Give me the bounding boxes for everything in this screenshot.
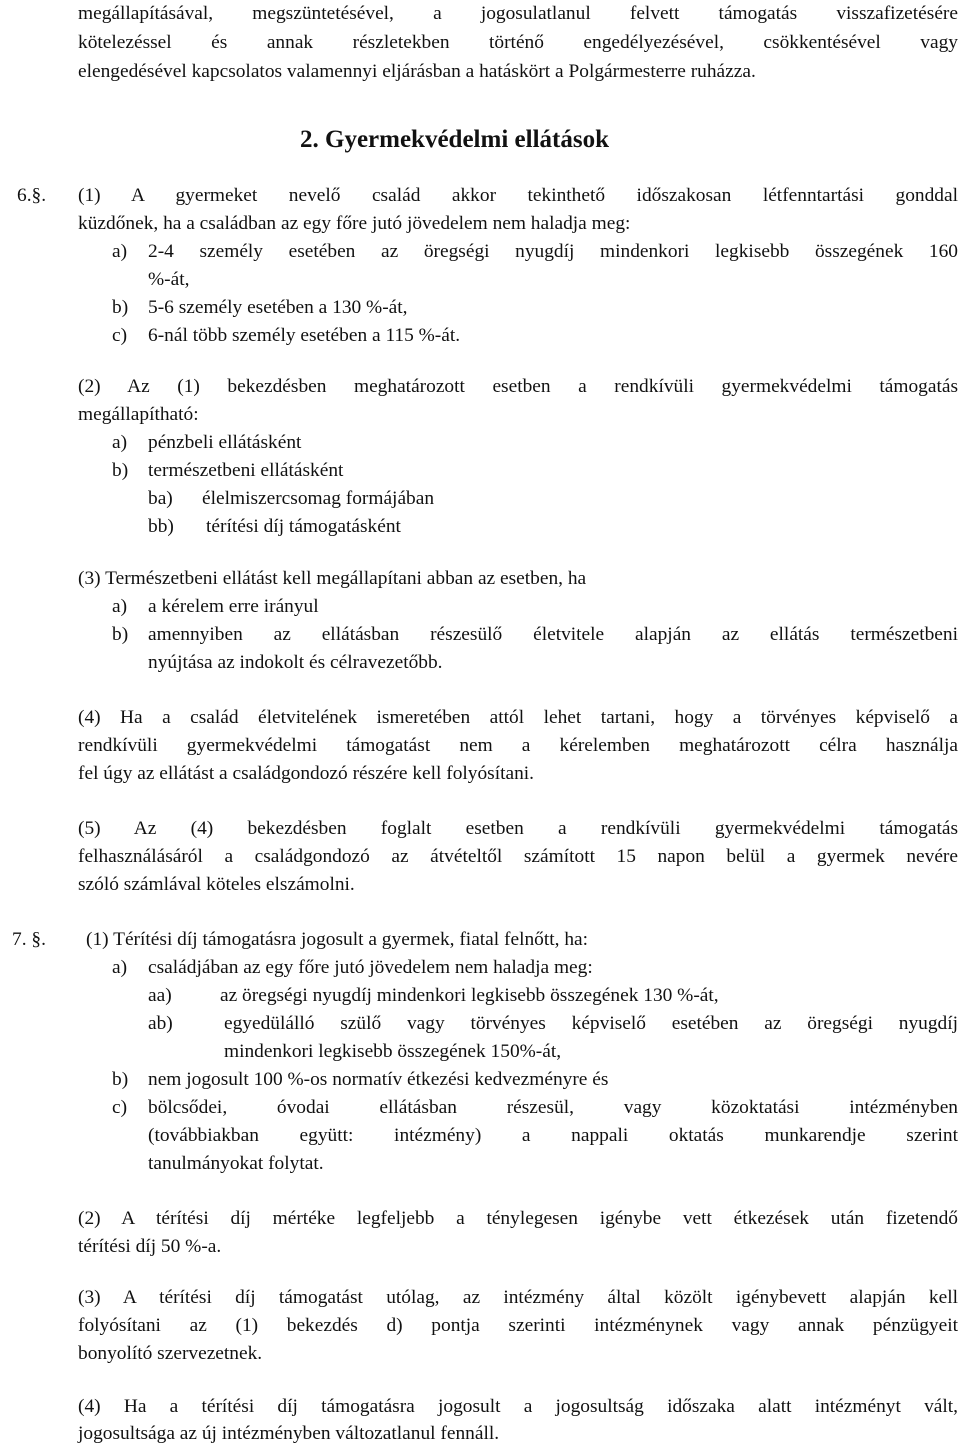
s6-p2-bb-marker: bb) [148, 516, 174, 537]
s6-c-text: 6-nál több személy esetében a 115 %-át. [148, 325, 461, 346]
s7-aa-text: az öregségi nyugdíj mindenkori legkisebb összegének 130 %-át, [220, 985, 719, 1006]
s6-p3-b-line-1: amennyiben az ellátásban részesülő életvitele alapján az ellátás természetbeni [148, 624, 958, 645]
s7-b-marker: b) [112, 1069, 129, 1090]
s6-p2-a-marker: a) [112, 432, 128, 453]
s7-a-text: családjában az egy főre jutó jövedelem nem haladja meg: [148, 957, 593, 978]
s6-p4-line-1: (4) Ha a család életvitelének ismeretében attól lehet tartani, hogy a törvényes képviselő a [78, 707, 958, 728]
s6-b-marker: b) [112, 297, 129, 318]
s6-p2-bb-text: térítési díj támogatásként [206, 516, 401, 537]
s6-p3-line-1: (3) Természetbeni ellátást kell megállapítani abban az esetben, ha [78, 568, 587, 589]
s6-b-text: 5-6 személy esetében a 130 %-át, [148, 297, 408, 318]
s6-p4-line-2: rendkívüli gyermekvédelmi támogatást nem a kérelemben meghatározott célra használja [78, 735, 958, 756]
intro-line-3: elengedésével kapcsolatos valamennyi eljárásban a hatáskört a Polgármesterre ruházza. [78, 61, 756, 82]
s6-p3-b-marker: b) [112, 624, 129, 645]
section-6-number: 6.§. [17, 185, 47, 206]
s7-p3-line-3: bonyolító szervezetnek. [78, 1343, 263, 1364]
s6-p2-line-2: megállapítható: [78, 404, 199, 425]
s6-p2-b-marker: b) [112, 460, 129, 481]
s6-a-marker: a) [112, 241, 128, 262]
s6-p2-b-text: természetbeni ellátásként [148, 460, 344, 481]
s6-c-marker: c) [112, 325, 128, 346]
s6-a-line-1: 2-4 személy esetében az öregségi nyugdíj mindenkori legkisebb összegének 160 [148, 241, 958, 262]
s6-p5-line-3: szóló számlával köteles elszámolni. [78, 874, 355, 895]
intro-line-1: megállapításával, megszüntetésével, a jogosulatlanul felvett támogatás visszafizetésére [78, 3, 958, 24]
s7-p2-line-2: térítési díj 50 %-a. [78, 1236, 222, 1257]
s6-p3-a-marker: a) [112, 596, 128, 617]
s6-p2-a-text: pénzbeli ellátásként [148, 432, 302, 453]
s7-p2-line-1: (2) A térítési díj mértéke legfeljebb a ténylegesen igénybe vett étkezések után fizetendő [78, 1208, 958, 1229]
s7-p4-line-2: jogosultsága az új intézményben változatlanul fennáll. [78, 1423, 500, 1444]
s7-ab-line-2: mindenkori legkisebb összegének 150%-át, [224, 1041, 562, 1062]
s6-p5-line-1: (5) Az (4) bekezdésben foglalt esetben a rendkívüli gyermekvédelmi támogatás [78, 818, 958, 839]
s7-p1-line-1: (1) Térítési díj támogatásra jogosult a gyermek, fiatal felnőtt, ha: [86, 929, 589, 950]
s7-aa-marker: aa) [148, 985, 172, 1006]
s6-p5-line-2: felhasználásáról a családgondozó az átvételtől számított 15 napon belül a gyermek nevére [78, 846, 958, 867]
s6-p1-line-2: küzdőnek, ha a családban az egy főre jutó jövedelem nem haladja meg: [78, 213, 631, 234]
s7-c-marker: c) [112, 1097, 128, 1118]
s7-c-line-3: tanulmányokat folytat. [148, 1153, 324, 1174]
section-7-number: 7. §. [12, 929, 46, 950]
s7-ab-line-1: egyedülálló szülő vagy törvényes képviselő esetében az öregségi nyugdíj [224, 1013, 958, 1034]
s6-a-line-2: %-át, [148, 269, 190, 290]
s7-p4-line-1: (4) Ha a térítési díj támogatásra jogosult a jogosultság időszaka alatt intézményt vált, [78, 1396, 958, 1417]
s6-p1-line-1: (1) A gyermeket nevelő család akkor tekinthető időszakosan létfenntartási gonddal [78, 185, 958, 206]
intro-line-2: kötelezéssel és annak részletekben történő engedélyezésével, csökkentésével vagy [78, 32, 958, 53]
s6-p3-b-line-2: nyújtása az indokolt és célravezetőbb. [148, 652, 443, 673]
s7-c-line-1: bölcsődei, óvodai ellátásban részesül, vagy közoktatási intézményben [148, 1097, 958, 1118]
s7-c-line-2: (továbbiakban együtt: intézmény) a nappali oktatás munkarendje szerint [148, 1125, 958, 1146]
s7-b-text: nem jogosult 100 %-os normatív étkezési kedvezményre és [148, 1069, 609, 1090]
s6-p2-ba-marker: ba) [148, 488, 173, 509]
s6-p2-line-1: (2) Az (1) bekezdésben meghatározott esetben a rendkívüli gyermekvédelmi támogatás [78, 376, 958, 397]
s6-p3-a-text: a kérelem erre irányul [148, 596, 319, 617]
section-heading: 2. Gyermekvédelmi ellátások [300, 126, 609, 153]
s7-p3-line-1: (3) A térítési díj támogatást utólag, az intézmény által közölt igénybevett alapján kell [78, 1287, 958, 1308]
s7-p3-line-2: folyósítani az (1) bekezdés d) pontja szerinti intézménynek vagy annak pénzügyeit [78, 1315, 958, 1336]
s6-p2-ba-text: élelmiszercsomag formájában [202, 488, 435, 509]
s6-p4-line-3: fel úgy az ellátást a családgondozó részére kell folyósítani. [78, 763, 535, 784]
s7-ab-marker: ab) [148, 1013, 173, 1034]
s7-a-marker: a) [112, 957, 128, 978]
